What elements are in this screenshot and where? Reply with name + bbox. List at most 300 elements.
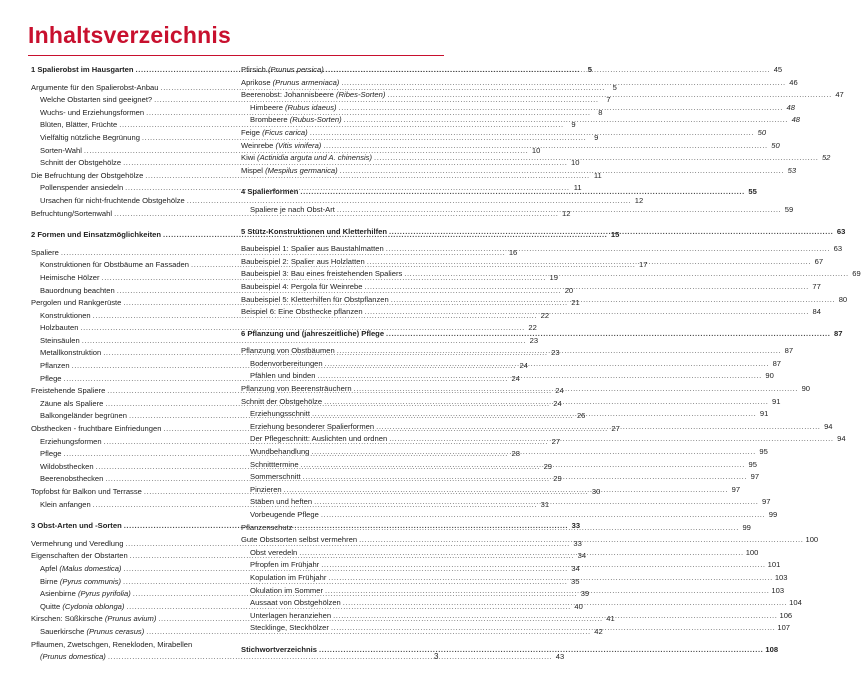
toc-entry-title <box>31 247 59 260</box>
toc-entry-text: Baubeispiel 2: Spalier aus Holzlatten <box>241 256 365 266</box>
dot-leader <box>404 268 848 281</box>
toc-page-number: 22 <box>540 310 550 320</box>
toc-entry-text: Konstruktionen für Obstbäume an Fassaden <box>40 260 190 270</box>
toc-page-number: 22 <box>528 323 537 333</box>
toc-entry-text: Wuchs- und Erziehungsformen <box>40 107 145 117</box>
toc-entry-text: Balkongeländer begrünen <box>40 411 127 421</box>
toc-entry-text: Vielfältig nützliche Begrünung <box>40 132 140 142</box>
toc-entry-text: Erziehung besonderer Spalierformen <box>250 421 375 431</box>
toc-page-number: 95 <box>759 447 768 457</box>
toc-entry-text: Spaliere je nach Obst-Art <box>250 204 335 214</box>
toc-entry-text: Konstruktionen <box>40 310 91 320</box>
toc-entry-title <box>241 64 324 77</box>
toc-entry-text: Obst veredeln <box>250 547 298 557</box>
dot-leader <box>376 421 820 434</box>
toc-entry-text: Pflege <box>40 449 62 459</box>
dot-leader <box>387 89 831 102</box>
toc-entry-text: Ursachen für nicht-fruchtende Obstgehölze <box>40 195 185 205</box>
toc-entry-title <box>40 651 106 664</box>
toc-entry-text: Stäben und heften <box>250 497 313 507</box>
toc-entry-title <box>241 256 365 269</box>
toc-entry-text: Beerenobsthecken <box>40 474 104 484</box>
toc-entry-text: Spaliere <box>31 247 59 257</box>
toc-entry-text: 6 Pflanzung und (jahreszeitliche) Pflege <box>241 328 385 338</box>
toc-page-number: 48 <box>791 115 801 125</box>
toc-entry-text: Schnitttermine <box>250 459 299 469</box>
toc-entry-text: Pflaumen, Zwetschgen, Renekloden, Mirabellen <box>31 639 193 649</box>
toc-entry[interactable] <box>31 195 644 208</box>
toc-entry[interactable] <box>241 127 767 140</box>
dot-leader <box>323 140 767 153</box>
toc-page-number: 26 <box>576 411 586 421</box>
toc-page-number: 9 <box>594 132 599 142</box>
toc-page-number: 12 <box>562 208 571 218</box>
toc-entry-text: Schnitt der Obstgehölze <box>241 396 323 406</box>
toc-entry-text: Aussaat von Obstgehölzen <box>250 598 341 608</box>
toc-page-number: 41 <box>606 614 615 624</box>
toc-entry-text: Beispiel 6: Eine Obsthecke pflanzen <box>241 307 363 317</box>
toc-entry-latin-name: (Actinidia arguta und A. chinensis) <box>257 153 372 163</box>
toc-page-number: 69 <box>852 269 861 279</box>
dot-leader <box>386 328 830 341</box>
dot-leader <box>365 306 809 319</box>
toc-entry-title <box>40 398 103 411</box>
toc-entry-title <box>250 597 341 610</box>
toc-page-number: 106 <box>779 610 793 620</box>
toc-entry-title <box>241 186 298 199</box>
dot-leader <box>319 644 763 657</box>
toc-entry-text: Holzbauten <box>40 323 79 333</box>
toc-entry-text: Feige <box>241 127 263 137</box>
toc-entry-title <box>250 622 329 635</box>
toc-entry-title <box>241 294 389 307</box>
toc-entry-title <box>40 563 121 576</box>
toc-entry-title <box>40 601 124 614</box>
toc-page-number: 99 <box>768 510 778 519</box>
toc-entry-title <box>31 520 122 533</box>
toc-entry-title <box>40 157 121 170</box>
toc-entry-title <box>241 383 352 396</box>
toc-page-number: 15 <box>610 230 620 240</box>
toc-entry-text: Quitte <box>40 601 63 611</box>
toc-page-number: 48 <box>786 102 795 112</box>
toc-entry-text: Pfirsich <box>241 65 269 74</box>
toc-page-number: 24 <box>519 361 528 371</box>
toc-entry-text: Pflanzenschutz <box>241 522 293 532</box>
toc-entry-title <box>250 471 301 484</box>
toc-page-number: 87 <box>834 328 843 338</box>
toc-entry-latin-name: (Cydonia oblonga) <box>62 601 125 611</box>
toc-entry-text: Zäune als Spaliere <box>40 398 104 408</box>
toc-entry-text: Pflanzen <box>40 361 70 371</box>
toc-entry-text: Aprikose <box>241 77 273 87</box>
toc-entry-text: Befruchtung/Sortenwahl <box>31 208 113 218</box>
toc-entry-text: Wildobsthecken <box>40 461 94 471</box>
toc-entry-text: Die Befruchtung der Obstgehölze <box>31 170 144 180</box>
toc-page-number: 17 <box>638 260 648 270</box>
toc-page-number: 42 <box>594 626 603 636</box>
toc-entry-title <box>250 572 326 585</box>
dot-leader <box>301 459 745 472</box>
toc-entry-text: Pergolen und Rankgerüste <box>31 298 122 308</box>
toc-page-number: 5 <box>587 65 592 74</box>
dot-leader <box>325 585 769 598</box>
dot-leader <box>310 127 754 140</box>
toc-page-number: 95 <box>748 459 757 469</box>
dot-leader <box>325 358 769 371</box>
dot-leader <box>344 114 788 127</box>
toc-entry[interactable] <box>241 114 801 127</box>
dot-leader <box>317 370 761 383</box>
dot-leader <box>299 547 743 560</box>
toc-entry-title <box>40 373 62 386</box>
toc-entry-title <box>241 644 317 657</box>
toc-entry-title <box>241 396 322 409</box>
toc-entry-text: Kirschen: Süßkirsche <box>31 614 105 624</box>
toc-entry-text: Blüten, Blätter, Früchte <box>40 120 118 130</box>
toc-page-number: 90 <box>801 384 811 394</box>
toc-entry[interactable] <box>31 335 539 348</box>
toc-entry-text: Birne <box>40 576 60 586</box>
toc-entry-title <box>40 473 103 486</box>
dot-leader <box>328 572 772 585</box>
toc-page-number: 100 <box>805 535 819 545</box>
toc-page-number: 29 <box>553 474 562 484</box>
toc-entry-text: Schnitt der Obstgehölze <box>40 158 122 168</box>
toc-entry-title <box>40 576 121 589</box>
toc-entry-latin-name: (Ribes-Sorten) <box>336 90 386 100</box>
toc-entry-text: Kopulation im Frühjahr <box>250 572 327 582</box>
toc-entry-title <box>250 114 342 127</box>
toc-entry-text: Der Pflegeschnitt: Auslichten und ordnen <box>250 434 388 444</box>
toc-page-number: 23 <box>551 348 560 358</box>
toc-page-number: 33 <box>573 538 582 548</box>
toc-entry-latin-name: (Pyrus pyrifolia) <box>78 589 131 599</box>
toc-entry-title <box>250 421 374 434</box>
toc-page-number: 10 <box>571 158 580 168</box>
toc-entry[interactable] <box>31 651 565 664</box>
toc-page-number: 34 <box>577 551 587 561</box>
toc-entry-text: 3 Obst-Arten und -Sorten <box>31 521 122 531</box>
toc-entry-text: Argumente für den Spalierobst-Anbau <box>31 82 159 92</box>
toc-entry-text: Mispel <box>241 165 266 175</box>
toc-entry-text: Baubeispiel 3: Bau eines freistehenden Spaliers <box>241 269 403 279</box>
dot-leader <box>389 226 833 239</box>
toc-entry[interactable] <box>241 89 844 102</box>
toc-entry-latin-name: (Malus domestica) <box>59 563 122 573</box>
spacer <box>241 635 440 644</box>
toc-entry-latin-name: (Prunus persica) <box>268 65 324 74</box>
toc-entry-text: Stichwortverzeichnis <box>241 644 317 654</box>
toc-page-number: 33 <box>571 521 581 531</box>
toc-entry-title <box>250 547 297 560</box>
toc-page-number: 8 <box>598 107 603 117</box>
toc-page-number: 45 <box>773 65 783 74</box>
toc-page-number: 19 <box>549 272 558 282</box>
toc-entry-title <box>241 152 372 165</box>
toc-page-number: 28 <box>511 449 520 459</box>
toc-page-number: 94 <box>837 434 846 444</box>
dot-leader <box>374 152 818 165</box>
toc-entry-latin-name: (Rubus-Sorten) <box>289 115 342 125</box>
toc-entry-title <box>40 182 123 195</box>
toc-entry-text: Obsthecken - fruchtbare Einfriedungen <box>31 424 162 434</box>
toc-page-number: 101 <box>767 560 781 570</box>
toc-entry-text: Kiwi <box>241 153 258 163</box>
toc-entry-title <box>250 610 331 623</box>
toc-entry-text: Pflege <box>40 373 62 383</box>
toc-entry-text: Gute Obstsorten selbst vermehren <box>241 535 358 545</box>
toc-entry-title <box>40 322 78 335</box>
toc-page-number: 39 <box>580 589 590 599</box>
toc-entry-title <box>250 204 335 217</box>
toc-page-number: 46 <box>789 77 798 87</box>
toc-entry-latin-name: (Ficus carica) <box>262 127 308 137</box>
toc-entry[interactable] <box>241 102 795 115</box>
toc-entry-title <box>250 585 323 598</box>
toc-page-number: 67 <box>814 256 824 266</box>
toc-page-number: 94 <box>824 421 833 431</box>
dot-leader <box>340 165 784 178</box>
toc-entry-latin-name: (Rubus idaeus) <box>285 102 337 112</box>
dot-leader <box>354 383 798 396</box>
toc-entry-title <box>31 229 161 242</box>
toc-entry-text: Vorbeugende Pflege <box>250 510 319 519</box>
toc-entry-title <box>31 486 142 499</box>
toc-entry-title <box>250 484 282 497</box>
toc-page-number: 47 <box>835 90 844 100</box>
toc-page-number: 43 <box>555 652 565 662</box>
toc-entry-text: Sorten-Wahl <box>40 145 82 155</box>
dot-leader <box>391 294 835 307</box>
toc-entry-title <box>241 77 339 90</box>
toc-entry-title <box>31 423 161 436</box>
dot-leader <box>364 281 808 294</box>
toc-page-number: 29 <box>543 461 553 471</box>
toc-entry-latin-name: (Mespilus germanica) <box>265 165 338 175</box>
toc-page-number: 27 <box>551 436 561 446</box>
spacer <box>31 511 230 520</box>
toc-entry-title <box>241 522 293 535</box>
toc-entry-title <box>31 550 128 563</box>
toc-entry-title <box>241 226 387 239</box>
toc-page-number: 63 <box>836 226 846 236</box>
toc-entry-title <box>31 208 112 221</box>
toc-page-number: 84 <box>812 307 821 317</box>
dot-leader <box>341 77 785 90</box>
toc-entry-title <box>40 195 185 208</box>
toc-entry-text: Pflanzung von Beerensträuchern <box>241 384 352 394</box>
toc-entry-text: Unterlagen heranziehen <box>250 610 332 620</box>
dot-leader <box>300 186 744 199</box>
toc-entry-title <box>40 436 102 449</box>
toc-page-number: 40 <box>574 601 583 611</box>
toc-entry-title <box>40 310 91 323</box>
spacer <box>241 177 440 186</box>
dot-leader <box>359 534 803 547</box>
toc-page-number: 87 <box>784 346 794 356</box>
toc-entry-text: 5 Stütz-Konstruktionen und Kletterhilfen <box>241 226 387 236</box>
toc-entry-text: Topfobst für Balkon und Terrasse <box>31 487 142 496</box>
toc-page-number: 35 <box>570 576 580 586</box>
toc-entry-text: Okulation im Sommer <box>250 585 324 595</box>
page-number: 3 <box>434 652 439 661</box>
toc-page-number: 9 <box>571 120 576 130</box>
toc-entry-title <box>250 433 387 446</box>
dot-leader <box>295 522 739 535</box>
dot-leader <box>343 597 787 610</box>
toc-entry-title <box>40 499 91 512</box>
toc-entry-title <box>250 509 319 522</box>
dot-leader <box>326 64 770 77</box>
toc-entry-title <box>31 64 134 77</box>
toc-entry-text: Beerenobst: Johannisbeere <box>241 90 336 100</box>
toc-entry-text: Asienbirne <box>40 589 78 599</box>
toc-entry-latin-name: (Prunus cerasus) <box>86 626 145 636</box>
toc-entry-text: Heimische Hölzer <box>40 272 100 282</box>
toc-page-number: 21 <box>571 298 580 308</box>
dot-leader <box>389 433 833 446</box>
toc-entry-text: Wundbehandlung <box>250 447 310 457</box>
toc-entry-title <box>250 102 337 115</box>
toc-entry-title <box>241 243 384 256</box>
toc-entry-latin-name: (Vitis vinifera) <box>275 140 322 150</box>
toc-entry-title <box>40 119 117 132</box>
toc-page-number: 97 <box>731 484 741 494</box>
toc-page-number: 11 <box>593 170 602 180</box>
toc-page-number: 34 <box>571 563 580 573</box>
dot-leader <box>284 484 728 497</box>
toc-entry-text: Pfropfen im Frühjahr <box>250 560 320 570</box>
toc-entry-title <box>40 145 82 158</box>
toc-entry-latin-name: (Prunus armeniaca) <box>272 77 340 87</box>
toc-entry-title <box>250 370 315 383</box>
toc-entry-title <box>31 170 143 183</box>
toc-entry-title <box>40 94 152 107</box>
toc-entry-title <box>40 259 189 272</box>
toc-page-number: 107 <box>777 623 791 633</box>
title-rule <box>28 55 444 56</box>
toc-entry-text: Welche Obstarten sind geeignet? <box>40 95 153 105</box>
toc-entry-text: Baubeispiel 5: Kletterhilfen für Obstpflanzen <box>241 294 389 304</box>
toc-entry-text: Eigenschaften der Obstarten <box>31 551 128 561</box>
toc-entry-title <box>40 461 94 474</box>
spacer <box>31 220 230 229</box>
toc-page-number: 24 <box>555 386 564 396</box>
toc-page-number: 80 <box>838 294 848 304</box>
toc-entry-title <box>40 272 100 285</box>
toc-entry-title <box>31 639 192 652</box>
toc-entry-title <box>241 89 385 102</box>
toc-entry-title <box>241 268 402 281</box>
toc-page-number: 31 <box>540 499 550 509</box>
toc-entry-title <box>241 127 308 140</box>
toc-page-number: 77 <box>812 281 821 291</box>
toc-entry-title <box>40 626 144 639</box>
toc-entry-title <box>250 459 299 472</box>
toc-entry-text: Klein anfangen <box>40 499 91 509</box>
toc-entry-text: Weinrebe <box>241 140 276 150</box>
toc-entry-title <box>241 345 335 358</box>
toc-entry-title <box>40 132 140 145</box>
toc-page-number: 12 <box>634 195 644 205</box>
toc-entry-title <box>31 82 159 95</box>
toc-page-number: 99 <box>742 522 751 532</box>
toc-entry-text: Himbeere <box>250 102 286 112</box>
toc-entry-title <box>250 408 310 421</box>
toc-page-number: 108 <box>765 644 779 654</box>
toc-entry-text: Sommerschnitt <box>250 472 301 482</box>
toc-entry-title <box>241 328 384 341</box>
toc-entry-title <box>241 281 362 294</box>
toc-page-number: 53 <box>787 165 797 175</box>
toc-page-number: 52 <box>821 153 831 163</box>
toc-entry-title <box>40 410 127 423</box>
dot-leader <box>324 396 768 409</box>
toc-entry-title <box>40 285 115 298</box>
toc-entry[interactable] <box>31 639 230 652</box>
dot-leader <box>331 622 775 635</box>
toc-page-number: 30 <box>591 487 601 496</box>
toc-entry-title <box>241 140 321 153</box>
toc-page-number: 103 <box>774 572 788 582</box>
toc-entry-title <box>241 165 338 178</box>
toc-entry-title <box>31 297 121 310</box>
toc-page-number: 23 <box>529 335 539 345</box>
toc-entry[interactable] <box>241 509 778 522</box>
toc-entry-title <box>241 306 363 319</box>
toc-entry-title <box>40 347 101 360</box>
toc-entry-title <box>250 446 309 459</box>
toc-entry-text: Sauerkirsche <box>40 626 87 636</box>
toc-entry-text: 1 Spalierobst im Hausgarten <box>31 65 134 74</box>
toc-page-number: 91 <box>772 396 781 406</box>
dot-leader <box>303 471 747 484</box>
dot-leader <box>333 610 777 623</box>
toc-entry-title <box>250 496 312 509</box>
toc-entry-title <box>40 360 70 373</box>
toc-entry-title <box>31 385 105 398</box>
dot-leader <box>321 509 765 522</box>
toc-entry-title <box>40 448 62 461</box>
dot-leader <box>312 408 756 421</box>
toc-entry-text: Metallkonstruktion <box>40 348 102 358</box>
toc-entry-text: Brombeere <box>250 115 290 125</box>
toc-page-number: 103 <box>771 585 785 595</box>
toc-entry[interactable] <box>241 64 783 77</box>
toc-page-number: 100 <box>745 547 759 557</box>
toc-entry-text: Freistehende Spaliere <box>31 386 106 396</box>
toc-page-number: 11 <box>573 183 582 193</box>
toc-entry-text: Bodenvorbereitungen <box>250 358 323 368</box>
toc-entry-latin-name: (Prunus avium) <box>104 614 157 624</box>
toc-page-number: 16 <box>508 247 518 257</box>
toc-page-number: 24 <box>553 398 562 408</box>
toc-entry-text: Erziehungsschnitt <box>250 409 310 419</box>
toc-page-number: 87 <box>772 358 782 368</box>
toc-entry-title <box>31 538 123 551</box>
toc-page-number: 97 <box>762 497 771 507</box>
toc-entry[interactable] <box>241 77 798 90</box>
dot-leader <box>321 559 765 572</box>
toc-page-number: 7 <box>606 95 611 105</box>
dot-leader <box>386 243 830 256</box>
toc-entry-text: Baubeispiel 1: Spalier aus Baustahlmatten <box>241 244 384 254</box>
toc-entry-text: Pflanzung von Obstbäumen <box>241 346 335 356</box>
toc-entry-title <box>250 559 319 572</box>
page-title: Inhaltsverzeichnis <box>28 22 232 48</box>
toc-entry-text: Baubeispiel 4: Pergola für Weinrebe <box>241 281 363 291</box>
